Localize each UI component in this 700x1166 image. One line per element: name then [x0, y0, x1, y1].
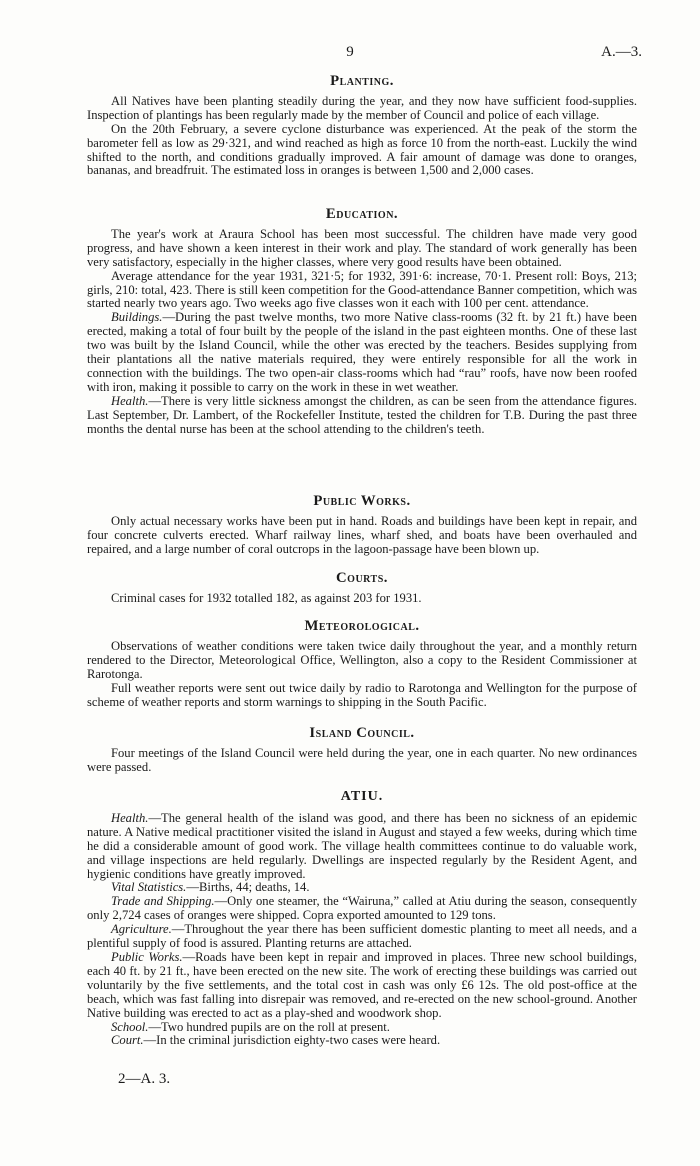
section-heading: Education.: [325, 206, 399, 222]
paragraph-text: —Roads have been kept in repair and improved in places. Three new school buildings, each 40 ft. by 21 ft., have been erected on the new site. The work of erecting these buildings was carried out voluntarily by the five settlements, and the total cost in cash was only £6 12s. The old post-office at the beach, which was fast falling into disrepair was removed, and re-erected on the new school-ground. Another Native building was erected to act as a play-shed and woodwork shop.: [87, 949, 637, 1020]
paragraph: On the 20th February, a severe cyclone disturbance was experienced. At the peak of the storm the barometer fell as low as 29·321, and wind reached as high as force 10 from the north-east. Luckily the wind shifted to the north, and conditions gradually improved. A fair amount of damage was done to oranges, bananas, and breadfruit. The estimated loss in oranges is between 1,500 and 2,000 cases.: [87, 121, 637, 178]
section-heading: Courts.: [336, 570, 388, 586]
paragraph: Full weather reports were sent out twice daily by radio to Rarotonga and Wellington for the purpose of scheme of weather reports and storm warnings to shipping in the South Pacific.: [87, 680, 637, 709]
paragraph: Observations of weather conditions were taken twice daily throughout the year, and a monthly return rendered to the Director, Meteorological Office, Wellington, also a copy to the Resident Commissioner at Rarotonga.: [87, 638, 637, 681]
section-island-council: [87, 727, 637, 775]
section-heading: Island Council.: [309, 725, 415, 741]
paragraph: Only actual necessary works have been put in hand. Roads and buildings have been kept in repair, and four concrete culverts erected. Wharf railway lines, wharf shed, and boats have been overhauled and repaired, and a large number of coral outcrops in the lagoon-passage have been blown up.: [87, 513, 637, 556]
paragraph-text: —Two hundred pupils are on the roll at present.: [148, 1019, 390, 1034]
signature-mark: 2—A. 3.: [118, 1071, 171, 1087]
section-heading: Public Works.: [313, 493, 411, 509]
section-public-works: [87, 495, 637, 557]
document-reference: A.—3.: [601, 44, 642, 60]
paragraph-text: —The general health of the island was good, and there has been no sickness of an epidemic nature. A Native medical practitioner visited the island in August and stayed a few weeks, during which time he did a considerable amount of good work. The village health committees continue to do valuable work, and village inspections are held regularly. Dwellings are inspected regularly by the Resident Agent, and hygienic conditions have greatly improved.: [87, 810, 637, 881]
paragraph-lead: Vital Statistics.: [111, 880, 187, 895]
paragraph-lead: Public Works.: [111, 949, 183, 964]
paragraph: [87, 923, 637, 951]
section-planting: [87, 75, 637, 178]
paragraph-text: —Throughout the year there has been sufficient domestic planting to meet all needs, and a plentiful supply of food is assured. Planting returns are attached.: [87, 922, 637, 951]
section-meteorological: [87, 620, 637, 709]
island-heading: ATIU.: [340, 789, 384, 804]
section-education: [87, 208, 637, 437]
paragraph-lead: School.: [111, 1019, 149, 1034]
paragraph-text: —Only one steamer, the “Wairuna,” called at Atiu during the season, consequently only 2,724 cases of oranges were shipped. Copra exported amounted to 129 tons.: [87, 894, 637, 923]
paragraph-text: —In the criminal jurisdiction eighty-two cases were heard.: [143, 1033, 441, 1048]
paragraph-text: —Births, 44; deaths, 14.: [186, 880, 310, 895]
paragraph-lead: Health.: [111, 810, 149, 825]
section-heading: Meteorological.: [304, 618, 420, 634]
paragraph-lead: Health.: [111, 393, 149, 408]
paragraph: Criminal cases for 1932 totalled 182, as against 203 for 1931.: [111, 590, 422, 605]
paragraph: [87, 951, 637, 1021]
paragraph-text: —There is very little sickness amongst the children, as can be seen from the attendance figures. Last September, Dr. Lambert, of the Rockefeller Institute, tested the children for T.B. During the past three months the dental nurse has been at the school attending to the children's teeth.: [87, 393, 637, 436]
paragraph-text: —During the past twelve months, two more Native class-rooms (32 ft. by 21 ft.) have been erected, making a total of four built by the people of the island in the past eighteen months. One of these last two was built by the Island Council, while the other was erected by the teachers. Besides supplying from their plantations all the native materials required, they were entirely responsible for all the work in connection with the buildings. The two open-air class-rooms which had “rau” roofs, have now been roofed with iron, making it possible to carry on the work in these in wet weather.: [87, 310, 637, 394]
paragraph: All Natives have been planting steadily during the year, and they now have sufficient food-supplies. Inspection of plantings has been regularly made by the member of Council and police of each village.: [87, 93, 637, 122]
paragraph-lead: Buildings.: [111, 310, 163, 325]
paragraph: Average attendance for the year 1931, 321·5; for 1932, 391·6: increase, 70·1. Present roll: Boys, 213; girls, 210: total, 423. There is still keen competition for the Good-attendance Banner competition, which was started nearly two years ago. Two weeks ago five classes won it each with 100 per cent. attendance.: [87, 268, 637, 311]
paragraph: [87, 895, 637, 923]
paragraph: [87, 881, 637, 895]
paragraph-lead: Court.: [111, 1033, 144, 1048]
paragraph: [87, 395, 637, 437]
paragraph: [87, 812, 637, 882]
section-atiu: [87, 790, 637, 1048]
paragraph: Four meetings of the Island Council were held during the year, one in each quarter. No new ordinances were passed.: [87, 745, 637, 774]
section-courts: [87, 572, 637, 606]
paragraph: [87, 1021, 637, 1035]
section-heading: Planting.: [330, 73, 394, 89]
paragraph: The year's work at Araura School has been most successful. The children have made very good progress, and have shown a keen interest in their work and play. The standard of work generally has been very satisfactory, especially in the higher classes, where very good results have been obtained.: [87, 226, 637, 269]
paragraph-lead: Agriculture.: [111, 922, 172, 937]
paragraph: [87, 1034, 637, 1048]
paragraph-lead: Trade and Shipping.: [111, 894, 215, 909]
paragraph: [87, 311, 637, 394]
page-number: 9: [346, 44, 354, 60]
